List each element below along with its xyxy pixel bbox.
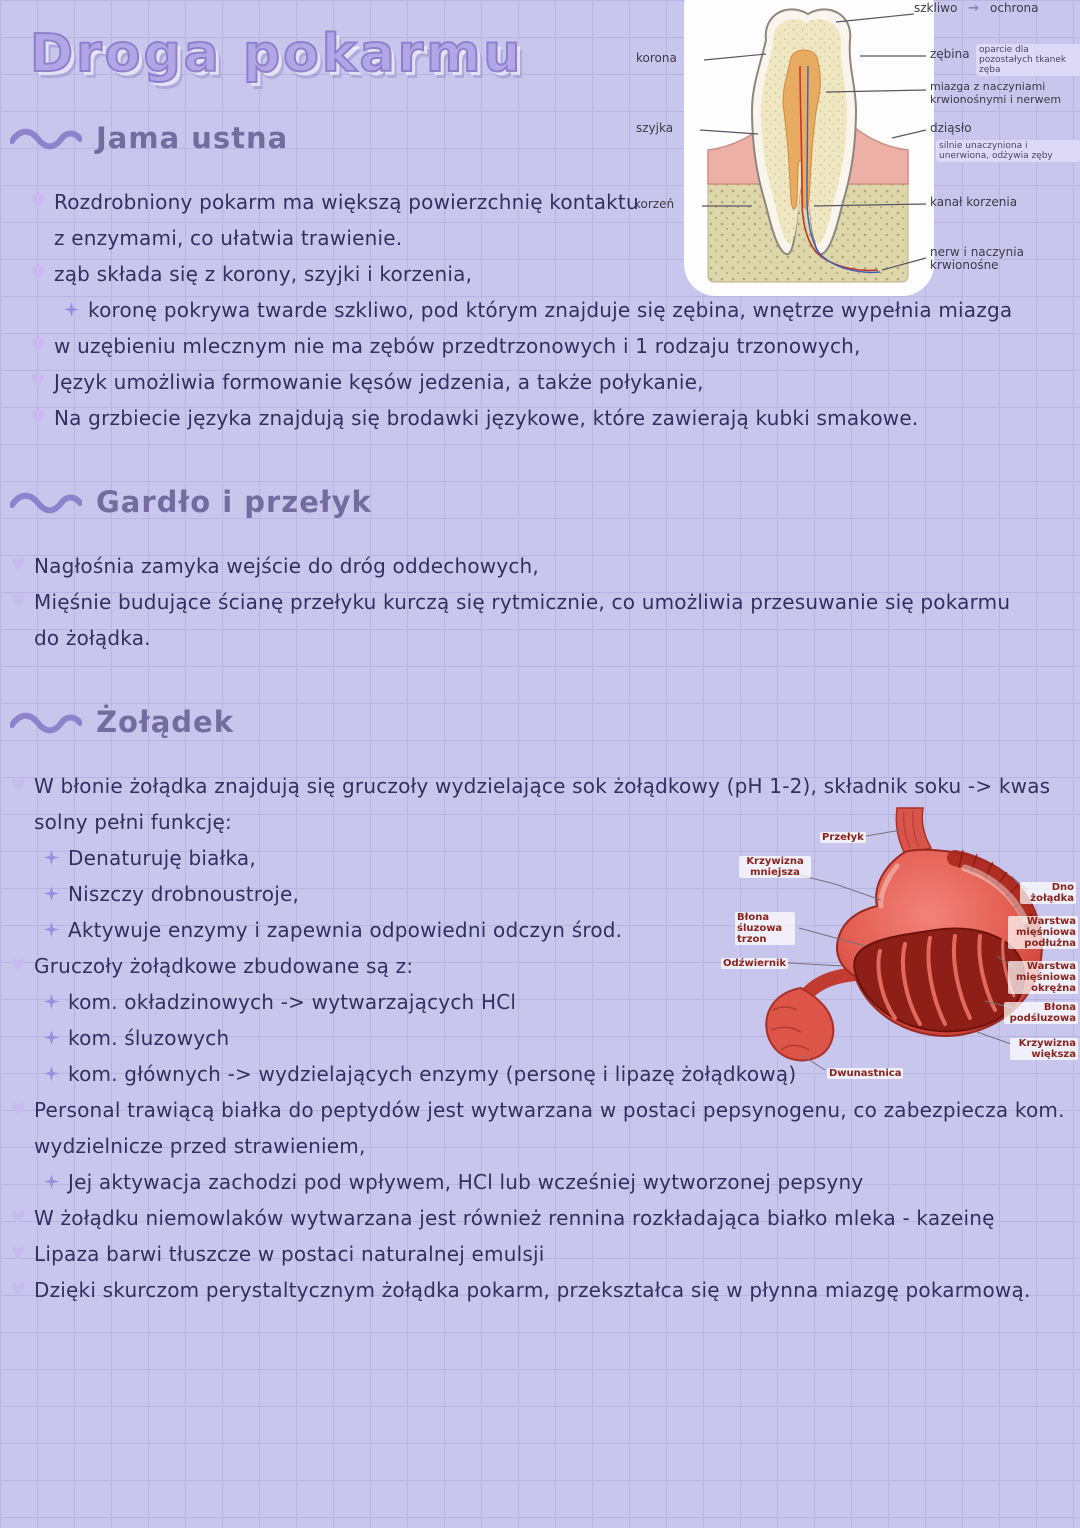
note-text: Dzięki skurczom perystaltycznym żołądka pokarm, przekształca się w płynna miazgę pokarmową. xyxy=(34,1278,1031,1302)
heart-bullet-icon: ♥ xyxy=(10,1099,27,1120)
note-text: Gruczoły żołądkowe zbudowane są z: xyxy=(34,954,414,978)
tooth-label-dziaslo: dziąsło xyxy=(930,121,972,135)
heart-bullet-icon: ♥ xyxy=(30,407,47,428)
section-heading: Gardło i przełyk xyxy=(96,485,372,519)
heart-bullet-icon: ♥ xyxy=(10,555,27,576)
note-text: kom. okładzinowych -> wytwarzających HCl xyxy=(68,990,517,1014)
note-text: Na grzbiecie języka znajdują się brodawki językowe, które zawierają kubki smakowe. xyxy=(54,406,919,430)
heart-bullet-icon: ♥ xyxy=(10,1243,27,1264)
star-bullet-icon xyxy=(44,886,59,901)
section-heading: Jama ustna xyxy=(96,121,289,155)
heart-bullet-icon: ♥ xyxy=(10,1207,27,1228)
stomach-label-blona-sluzowa: Błona śluzowa trzon xyxy=(735,912,795,945)
section-zoladek xyxy=(10,702,1072,1308)
note-line xyxy=(10,948,1072,984)
note-text: w uzębieniu mlecznym nie ma zębów przedtrzonowych i 1 rodzaju trzonowych, xyxy=(54,334,861,358)
note-text: Aktywuje enzymy i zapewnia odpowiedni odczyn środ. xyxy=(68,918,623,942)
stomach-label-krzywizna-mniejsza: Krzywizna mniejsza xyxy=(739,856,811,878)
section-heading-row xyxy=(10,118,1072,158)
note-line xyxy=(30,400,1080,436)
squiggle-decoration-icon xyxy=(10,489,82,515)
star-bullet-icon xyxy=(44,922,59,937)
notes-content xyxy=(10,118,1072,1308)
star-bullet-icon xyxy=(44,1174,59,1189)
note-line xyxy=(10,584,1072,656)
tooth-label-korona: korona xyxy=(636,51,677,65)
note-line xyxy=(30,184,1080,256)
tooth-label-szyjka: szyjka xyxy=(636,121,674,135)
heart-bullet-icon: ♥ xyxy=(10,591,27,612)
bullet-list xyxy=(10,548,1072,656)
tooth-label-korzen: korzeń xyxy=(634,197,675,211)
note-text: Rozdrobniony pokarm ma większą powierzchnię kontaktu z enzymami, co ułatwia trawienie. xyxy=(54,190,639,250)
note-text: Niszczy drobnoustroje, xyxy=(68,882,300,906)
tooth-label-kanal-korzenia: kanał korzenia xyxy=(930,195,1018,209)
note-line xyxy=(64,292,1080,328)
star-bullet-icon xyxy=(44,850,59,865)
note-text: W błonie żołądka znajdują się gruczoły wydzielające sok żołądkowy (pH 1-2), składnik soku -> kwas solny pełni funkcję: xyxy=(34,774,1051,834)
section-heading: Żołądek xyxy=(96,705,234,739)
tooth-label-nerw: nerw i naczynia krwionośne xyxy=(930,245,1024,272)
tooth-label-miazga: miazga z naczyniami krwionośnymi i nerwem xyxy=(930,80,1062,106)
note-text: ząb składa się z korony, szyjki i korzenia, xyxy=(54,262,473,286)
note-text: W żołądku niemowlaków wytwarzana jest również rennina rozkładająca białko mleka - kazeinę xyxy=(34,1206,995,1230)
note-text: Personal trawiącą białka do peptydów jest wytwarzana w postaci pepsynogenu, co zabezpiecza kom. wydzielnicze przed strawieniem, xyxy=(34,1098,1065,1158)
section-heading-row xyxy=(10,702,1072,742)
note-text: Mięśnie budujące ścianę przełyku kurczą się rytmicznie, co umożliwia przesuwanie się pokarmu do żołądka. xyxy=(34,590,1011,650)
bullet-list xyxy=(10,184,1080,436)
note-text: Jej aktywacja zachodzi pod wpływem, HCl lub wcześniej wytworzonej pepsyny xyxy=(68,1170,864,1194)
stomach-label-blona-podsluzowa: Błona podśluzowa xyxy=(1004,1002,1078,1024)
note-line xyxy=(10,1272,1072,1308)
note-line xyxy=(10,1092,1072,1164)
note-line xyxy=(44,912,1072,948)
note-line xyxy=(44,876,1072,912)
stomach-label-krzywizna-wieksza: Krzywizna większa xyxy=(1010,1038,1078,1060)
heart-bullet-icon: ♥ xyxy=(10,1279,27,1300)
arrow-icon: → xyxy=(968,1,979,16)
section-gardlo-przelyk xyxy=(10,482,1072,656)
note-line xyxy=(30,328,1080,364)
heart-bullet-icon: ♥ xyxy=(30,335,47,356)
star-bullet-icon xyxy=(44,1066,59,1081)
heart-bullet-icon: ♥ xyxy=(10,955,27,976)
note-text: Denaturuję białka, xyxy=(68,846,256,870)
note-text: Nagłośnia zamyka wejście do dróg oddechowych, xyxy=(34,554,539,578)
page-title: Droga pokarmu xyxy=(30,24,524,84)
section-jama-ustna xyxy=(10,118,1072,436)
bullet-list xyxy=(10,768,1072,1308)
note-text: kom. śluzowych xyxy=(68,1026,230,1050)
squiggle-decoration-icon xyxy=(10,709,82,735)
note-line xyxy=(30,256,1080,292)
tooth-label-zebina: zębina xyxy=(930,47,970,61)
note-line xyxy=(30,364,1080,400)
note-text: Język umożliwia formowanie kęsów jedzenia, a także połykanie, xyxy=(54,370,704,394)
tooth-note-dziaslo: silnie unaczyniona i unerwiona, odżywia zęby xyxy=(936,140,1080,162)
note-line xyxy=(44,1056,1072,1092)
note-line xyxy=(44,1164,1072,1200)
note-text: kom. głównych -> wydzielających enzymy (personę i lipazę żołądkową) xyxy=(68,1062,797,1086)
note-line xyxy=(10,548,1072,584)
stomach-label-dno-zoladka: Dno żołądka xyxy=(1020,882,1076,904)
note-text: koronę pokrywa twarde szkliwo, pod którym znajduje się zębina, wnętrze wypełnia miazga xyxy=(88,298,1013,322)
squiggle-decoration-icon xyxy=(10,125,82,151)
note-text: Lipaza barwi tłuszcze w postaci naturalnej emulsji xyxy=(34,1242,545,1266)
heart-bullet-icon: ♥ xyxy=(10,775,27,796)
note-line xyxy=(10,1200,1072,1236)
stomach-label-warstwa-okrezna: Warstwa mięśniowa okrężna xyxy=(1008,961,1078,994)
stomach-label-dwunastnica: Dwunastnica xyxy=(829,1068,902,1079)
stomach-label-przelyk: Przełyk xyxy=(822,832,864,843)
stomach-label-odzwiernik: Odźwiernik xyxy=(723,958,787,969)
note-line xyxy=(10,1236,1072,1272)
star-bullet-icon xyxy=(64,302,79,317)
section-heading-row xyxy=(10,482,1072,522)
star-bullet-icon xyxy=(44,994,59,1009)
note-line xyxy=(44,1020,1072,1056)
note-line xyxy=(44,840,1072,876)
heart-bullet-icon: ♥ xyxy=(30,263,47,284)
stomach-label-warstwa-podluzna: Warstwa mięśniowa podłużna xyxy=(1008,916,1078,949)
note-line xyxy=(44,984,1072,1020)
note-line xyxy=(10,768,1072,840)
tooth-note-zebina: oparcie dla pozostałych tkanek zęba xyxy=(976,44,1080,76)
tooth-label-szkliwo: szkliwo xyxy=(914,1,958,15)
tooth-label-ochrona: ochrona xyxy=(990,1,1039,15)
heart-bullet-icon: ♥ xyxy=(30,191,47,212)
heart-bullet-icon: ♥ xyxy=(30,371,47,392)
star-bullet-icon xyxy=(44,1030,59,1045)
